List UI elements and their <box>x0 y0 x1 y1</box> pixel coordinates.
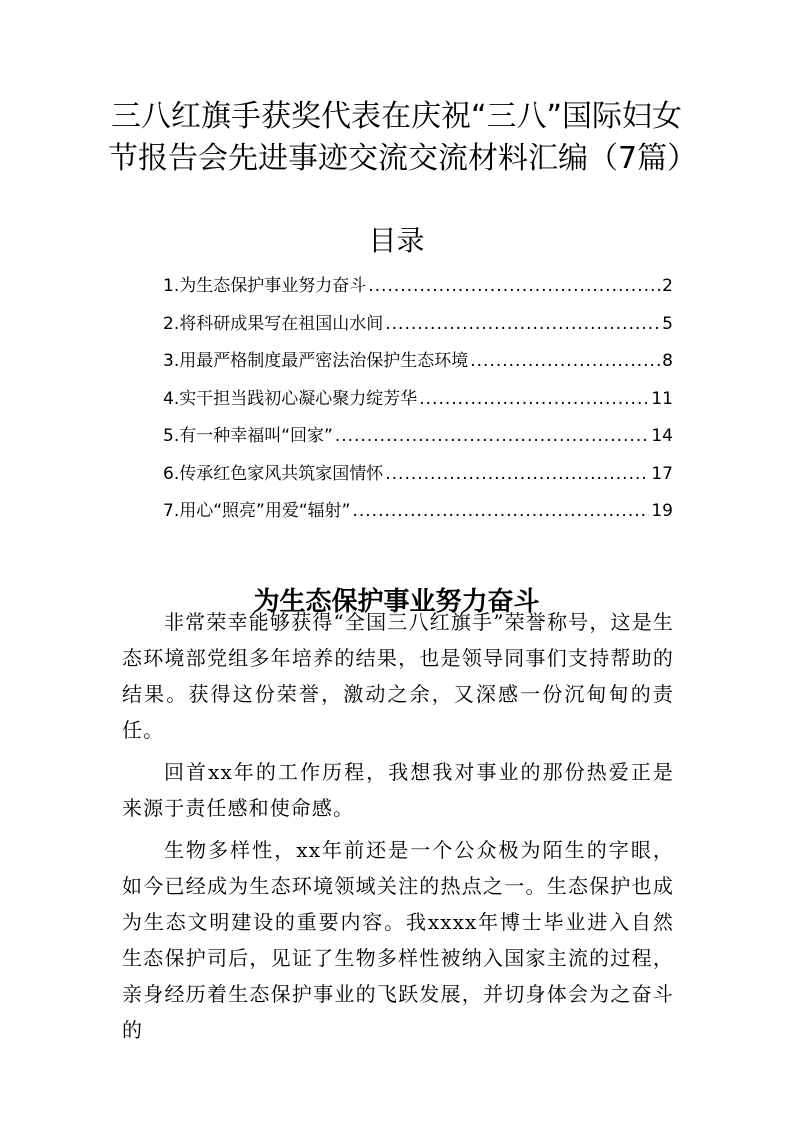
toc-entry-label: 2.将科研成果写在祖国山水间 <box>163 313 384 334</box>
section-body <box>122 604 674 1054</box>
toc-entry-label: 5.有一种幸福叫“回家” <box>163 426 333 446</box>
toc-dot-leader <box>419 384 649 414</box>
toc-entry-label: 7.用心“照亮”用爱“辐射” <box>163 501 351 521</box>
table-of-contents <box>163 271 673 534</box>
toc-entry-page: 5 <box>662 313 673 334</box>
toc-entry-label: 1.为生态保护事业努力奋斗 <box>163 276 367 296</box>
toc-dot-leader <box>385 459 649 489</box>
toc-heading: 目录 <box>368 224 425 257</box>
toc-dot-leader <box>335 421 650 451</box>
toc-entry-page: 19 <box>651 501 673 521</box>
toc-entry-5[interactable] <box>163 421 673 459</box>
body-paragraph: 回首xx年的工作历程，我想我对事业的那份热爱正是来源于责任感和使命感。 <box>122 760 674 820</box>
toc-entry-page: 8 <box>662 351 673 371</box>
toc-dot-leader <box>368 271 660 301</box>
body-paragraph: 生物多样性，xx年前还是一个公众极为陌生的字眼，如今已经成为生态环境领域关注的热点之一。生态保护也成为生态文明建设的重要内容。我xxxx年博士毕业进入自然生态保护司后，见证了生物多样性被纳入国家主流的过程，亲身经历着生态保护事业的飞跃发展，并切身体会为之奋斗的 <box>122 838 674 1042</box>
toc-entry-page: 17 <box>651 463 673 484</box>
document-title: 三八红旗手获奖代表在庆祝“三八”国际妇女节报告会先进事迹交流交流材料汇编（7篇） <box>108 99 698 176</box>
toc-dot-leader <box>352 496 649 526</box>
toc-entry-label: 6.传承红色家风共筑家国情怀 <box>163 463 384 484</box>
toc-entry-6[interactable] <box>163 459 673 497</box>
toc-entry-3[interactable] <box>163 346 673 384</box>
toc-entry-page: 2 <box>662 276 673 296</box>
body-paragraph: 非常荣幸能够获得“全国三八红旗手”荣誉称号，这是生态环境部党组多年培养的结果，也是领导同事们支持帮助的结果。获得这份荣誉，激动之余，又深感一份沉甸甸的责任。 <box>122 610 674 742</box>
section-title: 为生态保护事业努力奋斗 <box>253 586 540 617</box>
toc-entry-label: 4.实干担当践初心凝心聚力绽芳华 <box>163 388 418 409</box>
toc-dot-leader <box>470 346 660 376</box>
toc-entry-2[interactable] <box>163 309 673 347</box>
toc-entry-label: 3.用最严格制度最严密法治保护生态环境 <box>163 351 469 371</box>
toc-entry-page: 14 <box>651 426 673 446</box>
toc-entry-1[interactable] <box>163 271 673 309</box>
toc-entry-4[interactable] <box>163 384 673 422</box>
toc-entry-page: 11 <box>651 388 673 409</box>
toc-dot-leader <box>385 309 660 339</box>
toc-entry-7[interactable] <box>163 496 673 534</box>
